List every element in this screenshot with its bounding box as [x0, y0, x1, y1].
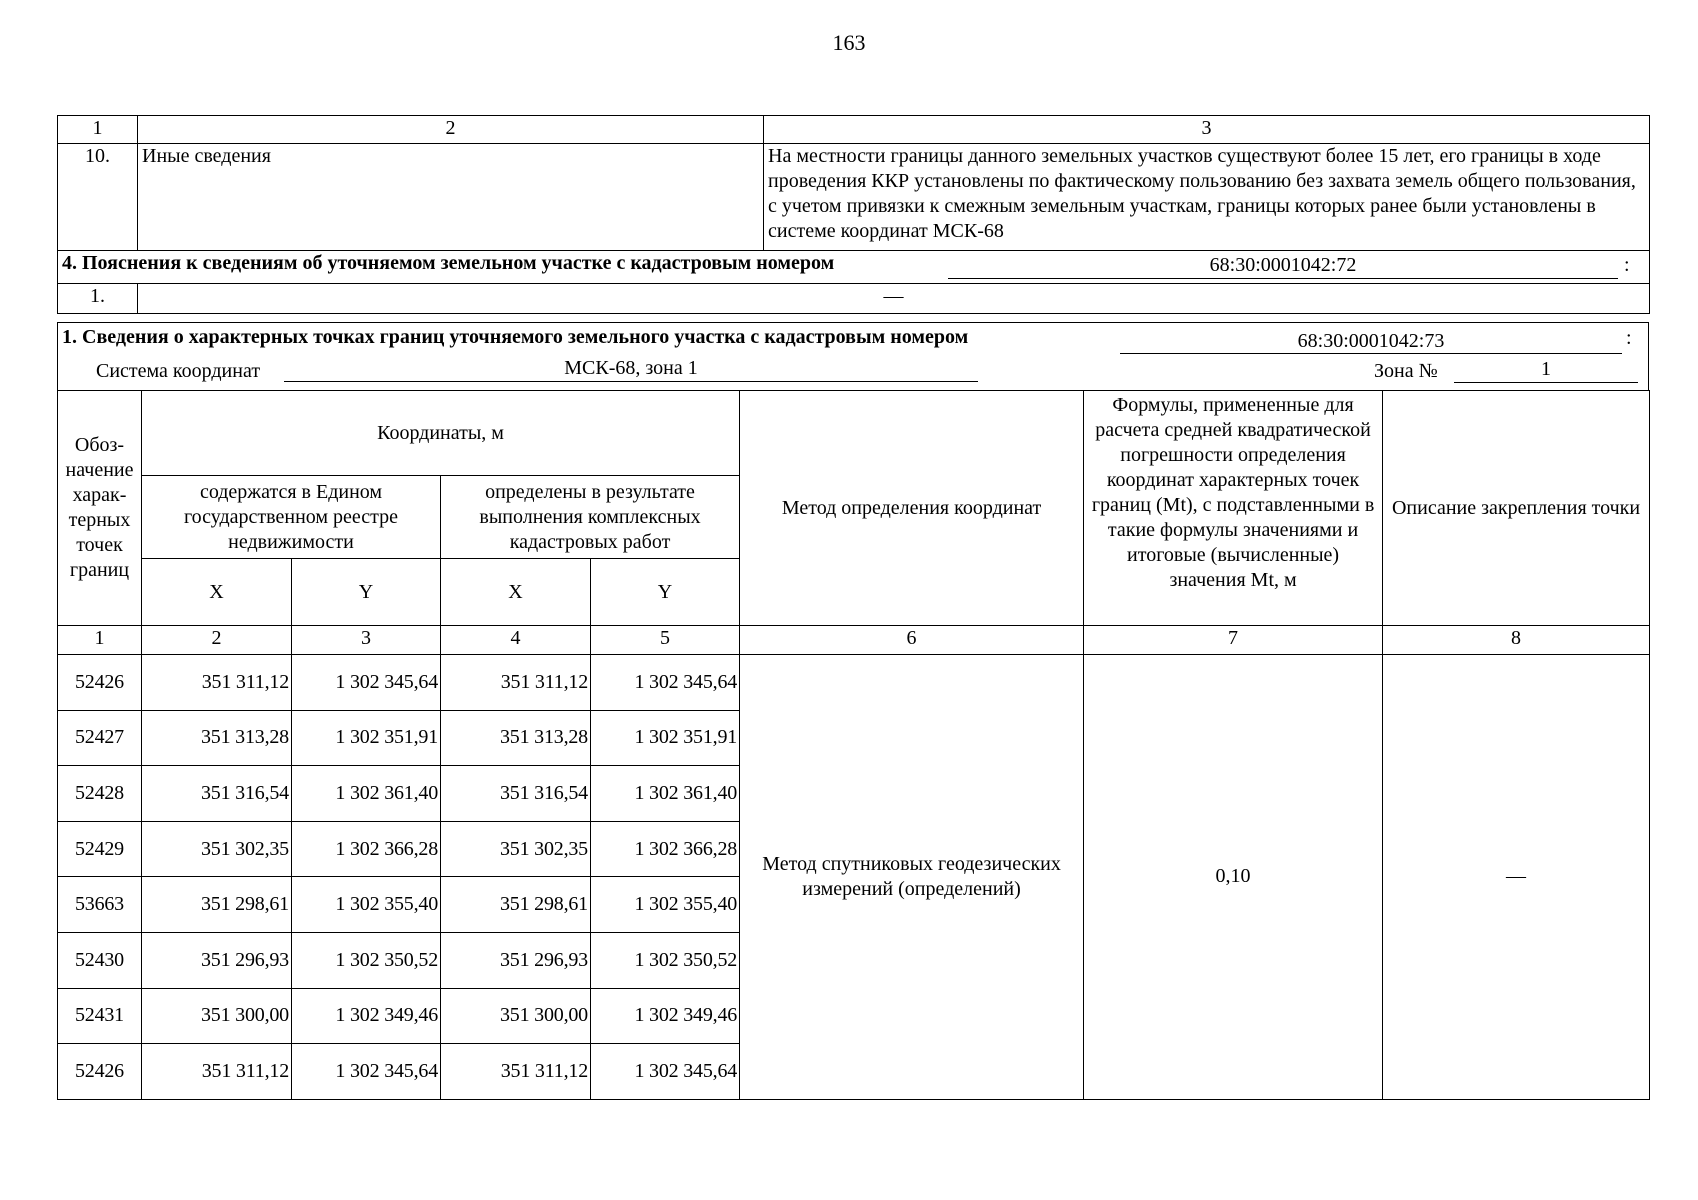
coordinate-cell: 1 302 351,91	[292, 710, 441, 766]
coordinate-cell: 351 298,61	[441, 877, 591, 933]
top-section	[57, 115, 1649, 319]
col-number: 5	[591, 626, 740, 655]
header-y-egrn: Y	[292, 559, 441, 626]
col-number: 4	[441, 626, 591, 655]
points-body	[58, 655, 1650, 1100]
coordinate-cell: 1 302 361,40	[591, 766, 740, 822]
col-header-2: 2	[138, 116, 764, 144]
coordinate-cell: 1 302 349,46	[292, 988, 441, 1044]
header-egrn: содержатся в Едином государственном реестре недвижимости	[142, 476, 441, 559]
coordinate-cell: 351 296,93	[441, 932, 591, 988]
zone-value: 1	[1454, 357, 1638, 383]
coordinate-cell: 351 313,28	[441, 710, 591, 766]
coordinate-cell: 1 302 366,28	[591, 821, 740, 877]
point-id-cell: 52431	[58, 988, 142, 1044]
coordinate-cell: 351 300,00	[441, 988, 591, 1044]
point-id-cell: 53663	[58, 877, 142, 933]
coordinate-cell: 1 302 345,64	[292, 655, 441, 711]
coordinate-cell: 1 302 345,64	[292, 1044, 441, 1100]
coordinate-cell: 351 313,28	[142, 710, 292, 766]
coordinate-cell: 351 311,12	[441, 1044, 591, 1100]
page-number: 163	[832, 30, 866, 55]
coordinate-cell: 1 302 349,46	[591, 988, 740, 1044]
row10-num: 10.	[58, 144, 138, 251]
col-number: 2	[142, 626, 292, 655]
coordinate-cell: 1 302 366,28	[292, 821, 441, 877]
header-description: Описание закрепления точки	[1383, 391, 1650, 626]
col-number: 3	[292, 626, 441, 655]
coordinate-cell: 1 302 350,52	[292, 932, 441, 988]
top-table	[57, 115, 1650, 314]
row10-label: Иные сведения	[138, 144, 764, 251]
coordinate-cell: 1 302 351,91	[591, 710, 740, 766]
coordinate-cell: 351 316,54	[142, 766, 292, 822]
zone-label: Зона №	[1374, 360, 1438, 382]
section1-colon: :	[1626, 327, 1632, 349]
point-id-cell: 52427	[58, 710, 142, 766]
coordinate-cell: 351 298,61	[142, 877, 292, 933]
row10-text: На местности границы данного земельных участков существуют более 15 лет, его границы в ходе проведения ККР установлены по фактическому пользованию без захвата земель общего пользования, с учетом привязки к смежным земельным участкам, границы которых ранее были установлены в системе координат МСК-68	[764, 144, 1650, 251]
section4-row-num: 1.	[58, 284, 138, 314]
col-number: 7	[1084, 626, 1383, 655]
header-method: Метод определения координат	[740, 391, 1084, 626]
mt-cell: 0,10	[1084, 655, 1383, 1100]
point-id-cell: 52428	[58, 766, 142, 822]
col-header-1: 1	[58, 116, 138, 144]
coord-system-label: Система координат	[96, 360, 261, 382]
coordinate-cell: 351 311,12	[142, 655, 292, 711]
point-id-cell: 52430	[58, 932, 142, 988]
col-number: 1	[58, 626, 142, 655]
coordinate-cell: 1 302 350,52	[591, 932, 740, 988]
section1-header	[57, 322, 1649, 390]
coordinate-cell: 351 311,12	[142, 1044, 292, 1100]
header-coordinates: Координаты, м	[142, 391, 740, 476]
header-x-egrn: X	[142, 559, 292, 626]
col-number: 6	[740, 626, 1084, 655]
points-table	[57, 390, 1650, 1100]
section4-header	[58, 251, 1650, 284]
header-designation: Обоз-начение харак-терных точек границ	[58, 391, 142, 626]
coordinate-cell: 1 302 355,40	[591, 877, 740, 933]
point-id-cell: 52429	[58, 821, 142, 877]
section4-title: 4. Пояснения к сведениям об уточняемом земельном участке с кадастровым номером	[62, 252, 835, 274]
header-kkr: определены в результате выполнения комплексных кадастровых работ	[441, 476, 740, 559]
point-id-cell: 52426	[58, 1044, 142, 1100]
section1-title: 1. Сведения о характерных точках границ уточняемого земельного участка с кадастровым номером	[62, 326, 969, 348]
coordinate-cell: 1 302 345,64	[591, 1044, 740, 1100]
header-x-kkr: X	[441, 559, 591, 626]
method-cell: Метод спутниковых геодезических измерений (определений)	[740, 655, 1084, 1100]
header-formulas: Формулы, примененные для расчета средней квадратической погрешности определения координат характерных точек границ (Mt), с подставленными в такие формулы значениями и итоговые (вычисленные) значения Mt, м	[1084, 391, 1383, 626]
col-number: 8	[1383, 626, 1650, 655]
section4-row-value: —	[138, 284, 1650, 314]
coordinate-cell: 351 316,54	[441, 766, 591, 822]
coordinate-cell: 1 302 361,40	[292, 766, 441, 822]
coordinate-cell: 351 300,00	[142, 988, 292, 1044]
coordinate-cell: 351 302,35	[142, 821, 292, 877]
coord-system-value: МСК-68, зона 1	[284, 355, 978, 382]
coordinate-cell: 1 302 345,64	[591, 655, 740, 711]
point-id-cell: 52426	[58, 655, 142, 711]
table-row	[58, 655, 1650, 711]
coordinate-cell: 351 311,12	[441, 655, 591, 711]
points-section	[57, 390, 1649, 1100]
coordinate-cell: 351 296,93	[142, 932, 292, 988]
section4-cadastral: 68:30:0001042:72	[948, 253, 1618, 279]
coordinate-cell: 1 302 355,40	[292, 877, 441, 933]
coordinate-cell: 351 302,35	[441, 821, 591, 877]
header-y-kkr: Y	[591, 559, 740, 626]
section1-cadastral: 68:30:0001042:73	[1120, 329, 1622, 354]
col-header-3: 3	[764, 116, 1650, 144]
section4-colon: :	[1624, 254, 1630, 276]
description-cell: —	[1383, 655, 1650, 1100]
